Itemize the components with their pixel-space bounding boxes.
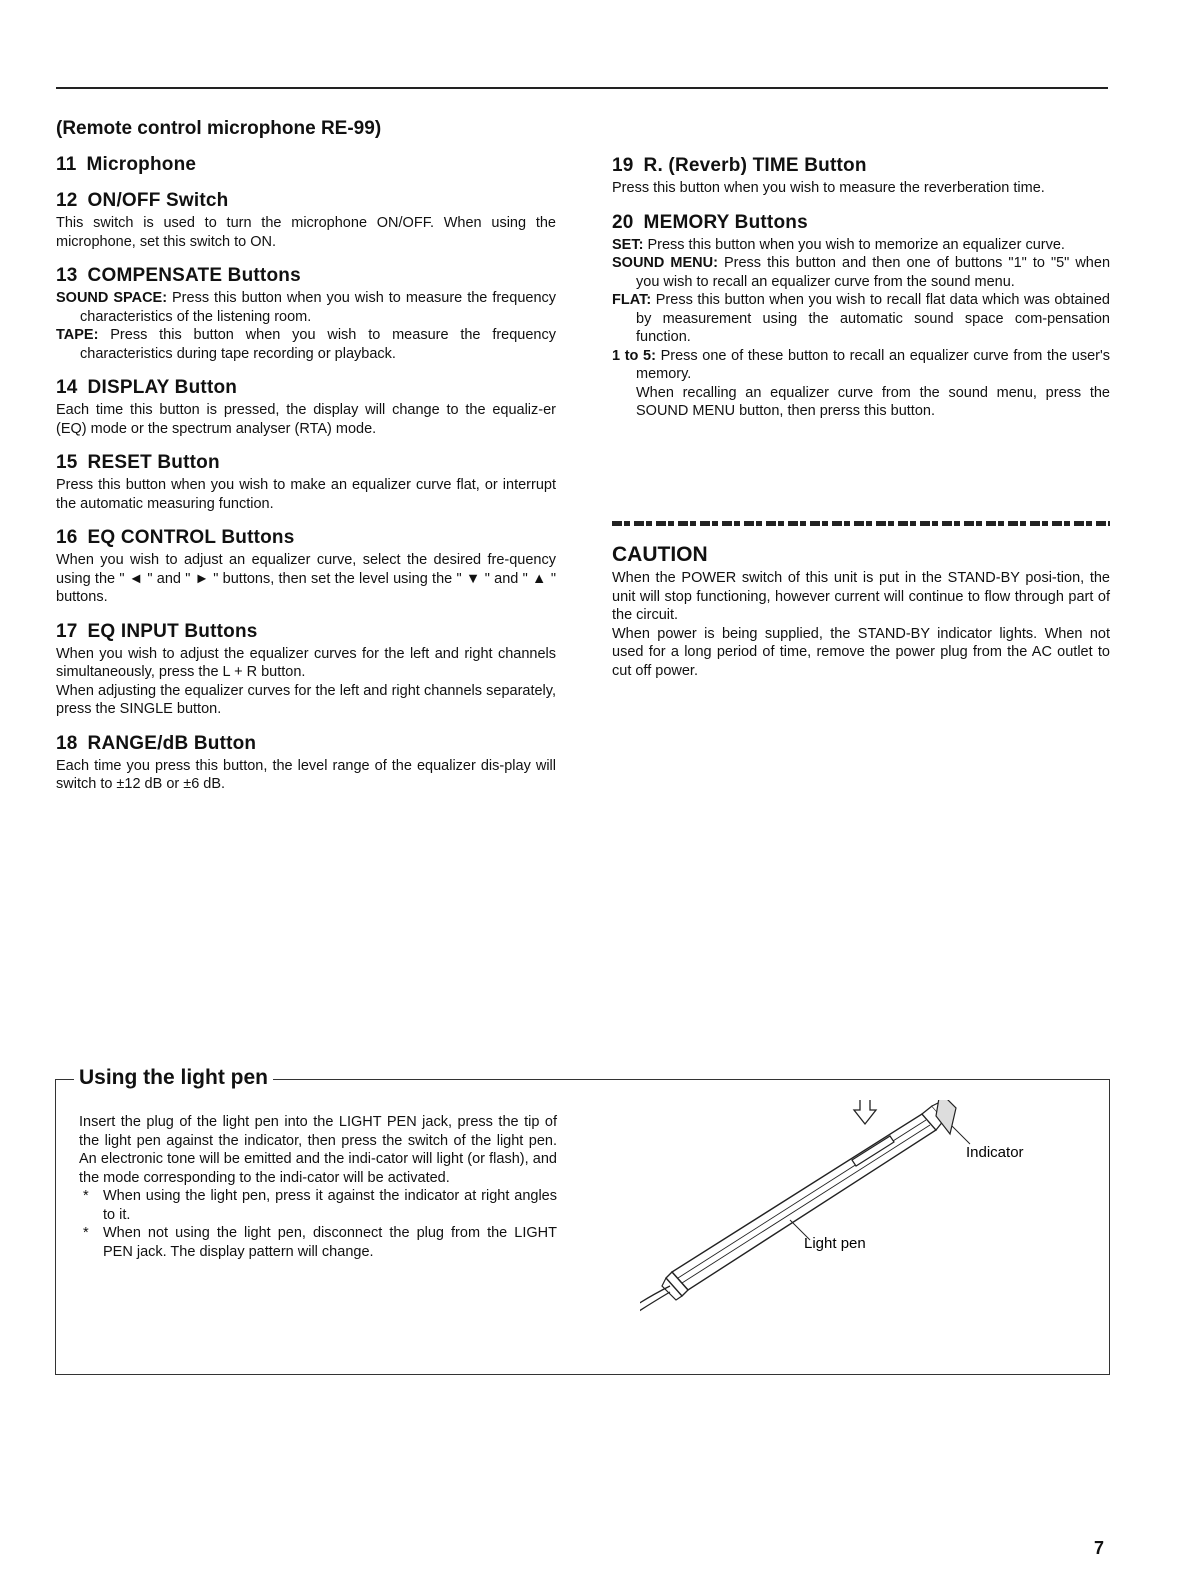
caution-block <box>612 543 1110 680</box>
left-column <box>56 118 556 808</box>
item-heading: 20 MEMORY Buttons <box>612 211 808 233</box>
indicator-label: Indicator <box>966 1144 1024 1161</box>
light-pen-body: Insert the plug of the light pen into the LIGHT PEN jack, press the tip of the light pen against the indicator, then press the switch of the light pen. An electronic tone will be emitted and the indi-cator will light (or flash), and the mode corresponding to the indi-cator will be activated. <box>79 1114 557 1186</box>
item-heading: 11 Microphone <box>56 154 197 175</box>
light-pen-text <box>79 1113 557 1261</box>
def-sound-space: SOUND SPACE: Press this button when you wish to measure the frequency characteristics of the listening room. <box>56 290 557 325</box>
item-text: Press this button when you wish to measure the reverberation time. <box>612 180 1045 196</box>
def-set: SET: Press this button when you wish to memorize an equalizer curve. <box>612 236 1065 253</box>
item-heading: 14 DISPLAY Button <box>56 377 238 398</box>
item-16 <box>56 527 556 607</box>
item-heading: 19 R. (Reverb) TIME Button <box>612 155 867 176</box>
item-heading: 18 RANGE/dB Button <box>56 732 257 754</box>
item-text-2: When adjusting the equalizer curves for the left and right channels separately, press the SINGLE button. <box>56 682 556 717</box>
light-pen-icon <box>662 1102 948 1300</box>
item-heading: 17 EQ INPUT Buttons <box>56 620 258 642</box>
caution-text-2: When power is being supplied, the STAND-BY indicator lights. When not used for a long period of time, remove the power plug from the AC outlet to cut off power. <box>612 625 1110 679</box>
down-arrow-icon <box>854 1100 876 1124</box>
item-14 <box>56 377 556 438</box>
def-flat: FLAT: Press this button when you wish to recall flat data which was obtained by measurement using the automatic sound space com-pensation function. <box>612 292 1110 345</box>
item-12 <box>56 190 556 251</box>
indicator-icon <box>936 1100 956 1134</box>
pen-cable-icon <box>640 1292 670 1317</box>
item-text: When you wish to adjust an equalizer curve, select the desired fre-quency using the " ◄ " and " ► " buttons, then set the level using the " ▼ " and " ▲ " buttons. <box>56 552 556 605</box>
item-text: When you wish to adjust the equalizer curves for the left and right channels simultaneously, press the L + R button. <box>56 645 556 680</box>
def-sound-menu: SOUND MENU: Press this button and then one of buttons "1" to "5" when you wish to recall an equalizer curve from the sound menu. <box>612 255 1111 290</box>
item-text: This switch is used to turn the microphone ON/OFF. When using the microphone, set this switch to ON. <box>56 215 556 250</box>
item-19 <box>612 155 1110 198</box>
caution-divider <box>612 521 1110 526</box>
section-title: (Remote control microphone RE-99) <box>56 118 382 139</box>
light-pen-bullet: * When using the light pen, press it against the indicator at right angles to it. <box>83 1188 557 1223</box>
item-17 <box>56 621 556 719</box>
item-text: Press this button when you wish to make an equalizer curve flat, or interrupt the automatic measuring function. <box>56 477 556 512</box>
item-11 <box>56 154 556 176</box>
top-rule <box>56 87 1108 89</box>
page-number: 7 <box>1094 1538 1105 1558</box>
caution-text-1: When the POWER switch of this unit is put in the STAND-BY posi-tion, the unit will stop functioning, however current will continue to flow through part of the circuit. <box>612 570 1110 623</box>
item-heading: 16 EQ CONTROL Buttons <box>56 527 295 548</box>
item-heading: 13 COMPENSATE Buttons <box>56 265 301 286</box>
item-text: Each time this button is pressed, the display will change to the equaliz-er (EQ) mode or the spectrum analyser (RTA) mode. <box>56 402 556 437</box>
item-13 <box>56 265 556 363</box>
light-pen-title: Using the light pen <box>74 1066 273 1090</box>
light-pen-bullet: * When not using the light pen, disconnect the plug from the LIGHT PEN jack. The display pattern will change. <box>83 1225 557 1260</box>
item-18 <box>56 733 556 794</box>
def-tape: TAPE: Press this button when you wish to measure the frequency characteristics during tape recording or playback. <box>56 327 557 362</box>
light-pen-illustration <box>640 1100 1100 1340</box>
item-heading: 12 ON/OFF Switch <box>56 190 229 211</box>
item-20 <box>612 212 1110 421</box>
right-column <box>612 155 1110 435</box>
item-15 <box>56 452 556 513</box>
light-pen-label: Light pen <box>804 1235 866 1252</box>
item-text: Each time you press this button, the level range of the equalizer dis-play will switch to ±12 dB or ±6 dB. <box>56 757 556 792</box>
caution-title: CAUTION <box>612 543 708 566</box>
def-1-to-5: 1 to 5: Press one of these button to recall an equalizer curve from the user's memory. When recalling an equalizer curve from the sound menu, press the SOUND MENU button, then prerss this button. <box>612 347 1111 419</box>
item-heading: 15 RESET Button <box>56 452 220 473</box>
